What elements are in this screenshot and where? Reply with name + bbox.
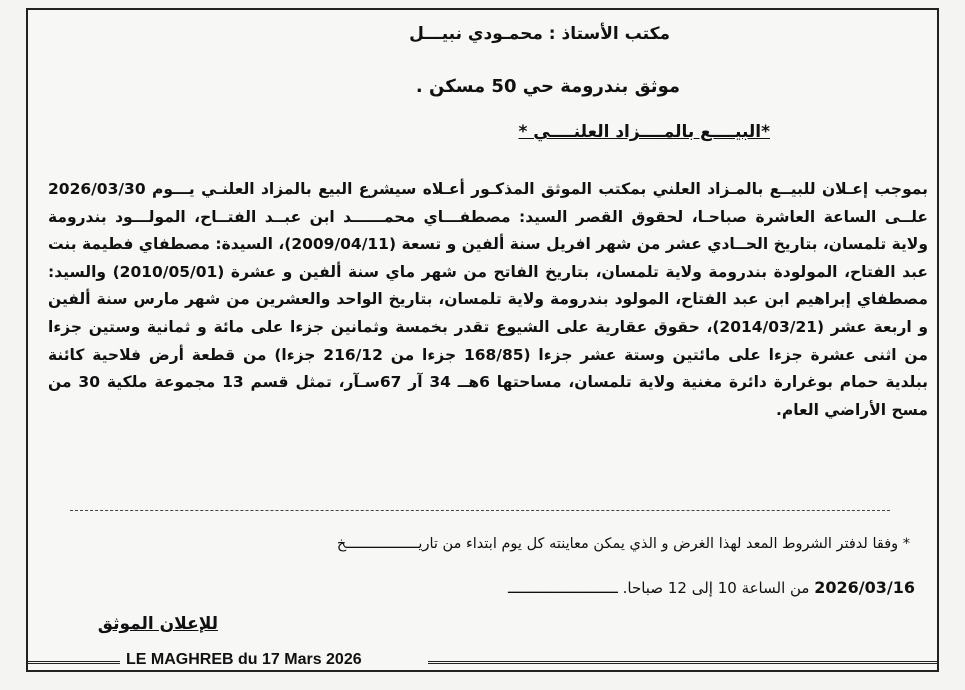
terms-date: 2026/03/16 [814,578,915,597]
footer-rule-left [28,661,120,664]
auction-title-text: *البيــــع بالمــــزاد العلنــــي * [518,122,770,142]
separator-line [70,510,890,511]
announcement-body: بموجب إعـلان للبيــع بالمـزاد العلني بمكتب الموثق المذكـور أعـلاه سيشرع البيع بالمزاد العلنـي يـــوم 2026/03/30 علــى الساعة العاشرة صباحـا، لحقوق القصر السيد: مصطفـــاي محمــــــد ابن عبــد الفتــاح، المولـــود بندرومة ولاية تلمسان، بتاريخ الحــادي عشر من شهر افريل سنة ألفين و تسعة (2009/04/11)، السيدة: مصطفاي فطيمة بنت عبد الفتاح، المولودة بندرومة ولاية تلمسان، بتاريخ الفاتح من شهر ماي سنة ألفين و عشرة (2010/05/01) والسيد: مصطفاي إبراهيم ابن عبد الفتاح، المولود بندرومة ولاية تلمسان، بتاريخ الواحد والعشرين من شهر مارس سنة ألفين و اربعة عشر (2014/03/21)، حقوق عقارية على الشيوع تقدر بخمسة وثمانين جزءا على مائة و ثمانية وستين جزءا من اثنى عشرة جزءا على مائتين وستة عشر جزءا (168/85 جزءا من 216/12 جزءا) من قطعة أرض فلاحية كائنة ببلدية حمام بوغرارة دائرة مغنية ولاية تلمسان، مساحتها 6هــ 34 آر 67سـآر، تمثل قسم 13 مجموعة ملكية 30 من مسح الأراضي العام. [48,180,928,419]
notary-office-heading: مكتب الأستاذ : محمـودي نبيـــل [409,24,670,44]
signature: للإعلان الموثق [97,614,218,634]
auction-title [170,122,770,142]
terms-line: * وفقا لدفتر الشروط المعد لهذا الغرض و الذي يمكن معاينته كل يوم ابتداء من تاريـــــــــــــــــخ [336,536,910,552]
journal-name: LE MAGHREB du 17 Mars 2026 [126,651,362,668]
footer [0,651,965,673]
footer-rule-right [428,661,938,664]
terms-date-line [300,578,915,597]
terms-hours: من الساعة 10 إلى 12 صباحا. ـــــــــــــــــــــــــ [507,579,810,597]
notary-location: موثق بندرومة حي 50 مسكن . [415,76,680,97]
